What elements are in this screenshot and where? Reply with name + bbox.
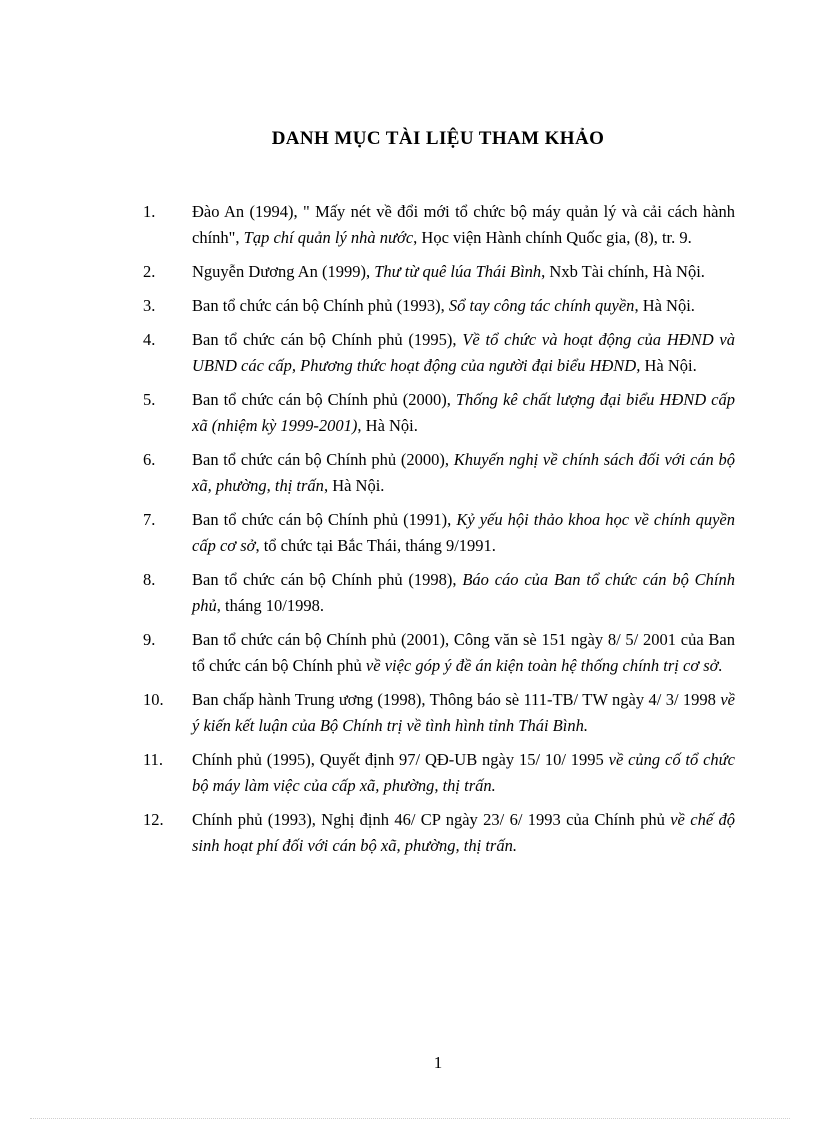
- reference-number: 4.: [143, 330, 156, 349]
- reference-number: 6.: [143, 450, 156, 469]
- reference-item: [0, 199, 816, 251]
- reference-item: [0, 447, 816, 499]
- reference-item: [0, 293, 816, 319]
- reference-item: [0, 627, 816, 679]
- reference-text: Ban tổ chức cán bộ Chính phủ (1991), Kỷ yếu hội thảo khoa học về chính quyền cấp cơ sở, tổ chức tại Bắc Thái, tháng 9/1991.: [192, 510, 736, 555]
- footer-dotted-line: [30, 1118, 790, 1119]
- reference-item: [0, 807, 816, 859]
- reference-number: 11.: [143, 750, 164, 769]
- reference-text: Ban chấp hành Trung ương (1998), Thông báo sè 111-TB/ TW ngày 4/ 3/ 1998 về ý kiến kết luận của Bộ Chính trị về tình hình tỉnh Thái Bình.: [192, 690, 735, 735]
- reference-number: 12.: [143, 810, 164, 829]
- reference-text: Ban tổ chức cán bộ Chính phủ (1998), Báo cáo của Ban tổ chức cán bộ Chính phủ, tháng 10/1998.: [192, 570, 735, 615]
- reference-number: 10.: [143, 690, 164, 709]
- reference-number: 5.: [143, 390, 156, 409]
- reference-item: [0, 567, 816, 619]
- page-number: 1: [433, 1053, 443, 1072]
- reference-number: 8.: [143, 570, 156, 589]
- reference-item: [0, 327, 816, 379]
- reference-text: Chính phủ (1993), Nghị định 46/ CP ngày 23/ 6/ 1993 của Chính phủ về chế độ sinh hoạt phí đối với cán bộ xã, phường, thị trấn.: [192, 810, 736, 855]
- reference-text: Đào An (1994), " Mấy nét về đổi mới tổ chức bộ máy quản lý và cải cách hành chính", Tạp chí quản lý nhà nước, Học viện Hành chính Quốc gia, (8), tr. 9.: [192, 202, 735, 247]
- reference-item: [0, 259, 816, 285]
- reference-text: Chính phủ (1995), Quyết định 97/ QĐ-UB ngày 15/ 10/ 1995 về củng cố tổ chức bộ máy làm việc của cấp xã, phường, thị trấn.: [192, 750, 735, 795]
- reference-number: 2.: [143, 262, 156, 281]
- reference-item: [0, 687, 816, 739]
- page-title: DANH MỤC TÀI LIỆU THAM KHẢO: [271, 128, 605, 149]
- reference-item: [0, 747, 816, 799]
- reference-number: 1.: [143, 202, 156, 221]
- reference-text: Nguyễn Dương An (1999), Thư từ quê lúa Thái Bình, Nxb Tài chính, Hà Nội.: [192, 262, 705, 281]
- reference-item: [0, 387, 816, 439]
- reference-item: [0, 507, 816, 559]
- reference-text: Ban tổ chức cán bộ Chính phủ (1993), Sổ tay công tác chính quyền, Hà Nội.: [192, 296, 695, 315]
- reference-list: [0, 199, 816, 867]
- reference-text: Ban tổ chức cán bộ Chính phủ (2000), Thống kê chất lượng đại biểu HĐND cấp xã (nhiệm kỳ 1999-2001), Hà Nội.: [192, 390, 735, 435]
- reference-text: Ban tổ chức cán bộ Chính phủ (1995), Về tổ chức và hoạt động của HĐND và UBND các cấp, Phương thức hoạt động của người đại biểu HĐND, Hà Nội.: [192, 330, 735, 375]
- reference-number: 9.: [143, 630, 156, 649]
- reference-text: Ban tổ chức cán bộ Chính phủ (2001), Công văn sè 151 ngày 8/ 5/ 2001 của Ban tổ chức cán bộ Chính phủ về việc góp ý đề án kiện toàn hệ thống chính trị cơ sở.: [192, 630, 735, 675]
- reference-number: 7.: [143, 510, 156, 529]
- reference-number: 3.: [143, 296, 156, 315]
- reference-text: Ban tổ chức cán bộ Chính phủ (2000), Khuyến nghị về chính sách đối với cán bộ xã, phường, thị trấn, Hà Nội.: [192, 450, 735, 495]
